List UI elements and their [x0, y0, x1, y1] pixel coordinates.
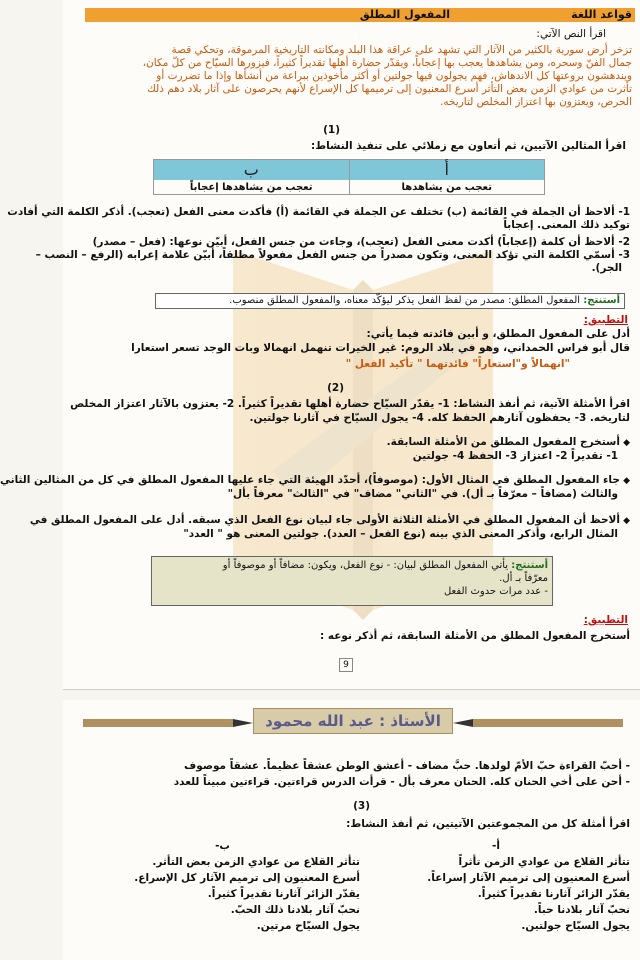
group-b-item: تتأثر القلاع من عوادي الزمن بعض التأثر. — [152, 856, 360, 868]
table-col-b: ب — [243, 160, 259, 179]
conclusion-line: معرّفاً بـ أل. — [499, 573, 548, 584]
question-line: 2- ألاحظ أن كلمة (إعجاباً) أكدت معنى الفعل (تعجب)، وجاءت من جنس الفعل، أبيّن نوعها: (فعل – مصدر) — [92, 236, 630, 248]
application-answer: "انهمالاً و"استعاراً" فائدتهما " تأكيد الفعل " — [345, 358, 570, 370]
question-line: 3- أسمّي الكلمة التي تؤكد المعنى، وتكون مصدراً من جنس الفعل مفعولاً مطلقاً، أبيّن علامة إعرابه (الرفع – النصب – — [35, 249, 630, 261]
question-line: توكيد ذلك المعنى. إعجاباً — [503, 219, 630, 231]
page-number: 9 — [339, 658, 353, 672]
table-row — [154, 180, 544, 195]
bullet-answer: المثال الرابع، وأذكر المعنى الذي بينه (نوع الفعل – العدد). جولتين المعنى هو " العدد" — [183, 528, 618, 540]
example-line: - أحبّ القراءة حبّ الأمّ لولدها. حبَّ مضاف - أعشق الوطن عشقاً عظيماً. عشقاً موصوف — [184, 760, 630, 772]
examples-line: لتاريخه. 3- يحفظون آثارهم الحفظ كله. 4- يجول السيّاح في آثارنا جولتين. — [249, 412, 630, 424]
pen-icon — [453, 710, 623, 736]
conclusion-box — [151, 556, 553, 606]
group-a-item: نحبّ آثار بلادنا حباً. — [533, 904, 630, 916]
subject-title: قواعد اللغة — [571, 8, 632, 21]
teacher-banner — [63, 708, 640, 748]
table-cell-b: تعجب من يشاهدها إعجاباً — [189, 182, 313, 193]
conclusion-label: أستنتج: — [511, 560, 548, 571]
conclusion-line: أستنتج: يأتي المفعول المطلق لبيان: - نوع الفعل، ويكون: مضافاً أو موصوفاً أو — [222, 560, 548, 571]
group-b-item: يجول السيّاح مرتين. — [256, 920, 360, 932]
group-b-label: ب- — [215, 840, 230, 852]
group-a-item: أسرع المعنيون إلى ترميم الآثار إسراعاً. — [427, 872, 630, 884]
bullet-item: ◆ جاء المفعول المطلق في المثال الأول: (موصوفاً)، أحدّد الهيئة التي جاء عليها المفعول المطلق في كل من المثالين الثاني — [0, 474, 630, 486]
question-line: الجر). — [591, 262, 622, 274]
application-line: قال أبو فراس الحمداني، وهو في بلاد الروم: غير الخيرات تنهمل انهمالا وبات الوجد تسعر استعارا — [131, 342, 630, 354]
application-label: التطبيق: — [583, 614, 628, 626]
example-line: - أحن على أخي الحنان كله. الحنان معرف بأل - قرأت الدرس قراءتين. قراءتين مبيناً للعدد — [173, 776, 630, 788]
section-number: (1) — [323, 124, 340, 136]
group-b-item: نحبّ آثار بلادنا ذلك الحبّ. — [230, 904, 360, 916]
lesson-title: المفعول المطلق — [359, 8, 450, 21]
question-line: 1- ألاحظ أن الجملة في القائمة (ب) تختلف عن الجملة في القائمة (أ) فأكدت معنى الفعل (تعجب). أذكر الكلمة التي أفادت — [7, 206, 630, 218]
bullet-answer: والثالث (مضافاً – معرّفاً بـ أل). في "الثاني" مضاف" في "الثالث" معرفاً بأل" — [227, 488, 618, 500]
bullet-answer: 1- تقديراً 2- اعتزاز 3- الحفظ 4- جولتين — [412, 450, 618, 462]
group-a-label: أ- — [492, 840, 500, 852]
bullet-item: ◆ ألاحظ أن المفعول المطلق في الأمثلة الثلاثة الأولى جاء لبيان نوع الفعل الذي سبقه. أدل على المفعول المطلق في — [29, 514, 630, 526]
conclusion-line: - عدد مرات حدوث الفعل — [443, 586, 548, 597]
section-number: (3) — [353, 800, 370, 812]
application-label: التطبيق: — [583, 314, 628, 326]
activity-instruction: اقرأ المثالين الآتيين، ثم أتعاون مع زملائي على تنفيذ النشاط: — [311, 140, 626, 152]
intro-instruction: اقرأ النص الآتي: — [536, 28, 606, 40]
pen-icon — [83, 710, 253, 736]
examples-table — [153, 159, 545, 195]
table-header-row — [154, 160, 544, 180]
passage-line: تأثرت من عوادي الزمن بعض التأثر أسرع المعنيون إلى ترميمها كل الإسراع لأنهم يحرصون على آثار بلاد دهم ذلك — [147, 83, 632, 95]
passage-line: جمال الفنّ وسحره، ومن يشاهدها يعجب بها إعجاباً، ويقدّر حضارة أهلها تقديراً كثيراً، فيزورها السيّاح من كلّ مكان، — [142, 57, 632, 69]
examples-line: اقرأ الأمثلة الآتية، ثم أنفذ النشاط: 1- يقدّر السيّاح حضارة أهلها تقديراً كثيراً. 2- يعتزون بالآثار اعتزاز المخلص — [70, 398, 630, 410]
worksheet-page-2 — [63, 700, 640, 960]
activity-instruction: اقرأ أمثلة كل من المجموعتين الآتيتين، ثم أنفذ النشاط: — [346, 818, 630, 830]
passage-line: تزخر أرض سورية بالكثير من الآثار التي تشهد على عراقة هذا البلد ومكانته التاريخية المرموقة، وتحكي قصة — [171, 44, 632, 56]
conclusion-text: المفعول المطلق: مصدر من لفظ الفعل يذكر ليؤكّد معناه، والمفعول المطلق منصوب. — [229, 295, 581, 306]
table-cell-a: تعجب من يشاهدها — [349, 180, 545, 195]
conclusion-box — [155, 293, 625, 309]
bullet-item: ◆ أستخرج المفعول المطلق من الأمثلة السابقة. — [386, 436, 630, 448]
section-number: (2) — [327, 382, 344, 394]
passage-line: ويندهشون بروعتها كل الاندهاش، فهم يجولون فيها جولتين أو أكثر مأخوذين ببراعة من أنشأها وإذا ما تضررت أو — [156, 70, 632, 82]
group-a-item: يقدّر الزائر آثارنا تقديراً كثيراً. — [477, 888, 630, 900]
group-a-item: تتأثر القلاع من عوادي الزمن تأثراً — [458, 856, 630, 868]
group-b-item: يقدّر الزائر آثارنا تقديراً كثيراً. — [207, 888, 360, 900]
teacher-name: الأستاذ : عبد الله محمود — [253, 708, 453, 734]
conclusion-label: أستنتج: — [583, 295, 620, 306]
application-line: أستخرج المفعول المطلق من الأمثلة السابقة، ثم أذكر نوعه : — [320, 630, 630, 642]
passage-line: الحرص، ويعتزون بها اعتزاز المخلص لتاريخه. — [440, 96, 632, 108]
application-line: أدل على المفعول المطلق، و أبين فائدته فيما يأتي: — [366, 328, 630, 340]
table-col-a: أ — [349, 160, 545, 180]
group-a-item: يجول السيّاح جولتين. — [521, 920, 630, 932]
group-b-item: أسرع المعنيون إلى ترميم الآثار كل الإسراع. — [134, 872, 360, 884]
